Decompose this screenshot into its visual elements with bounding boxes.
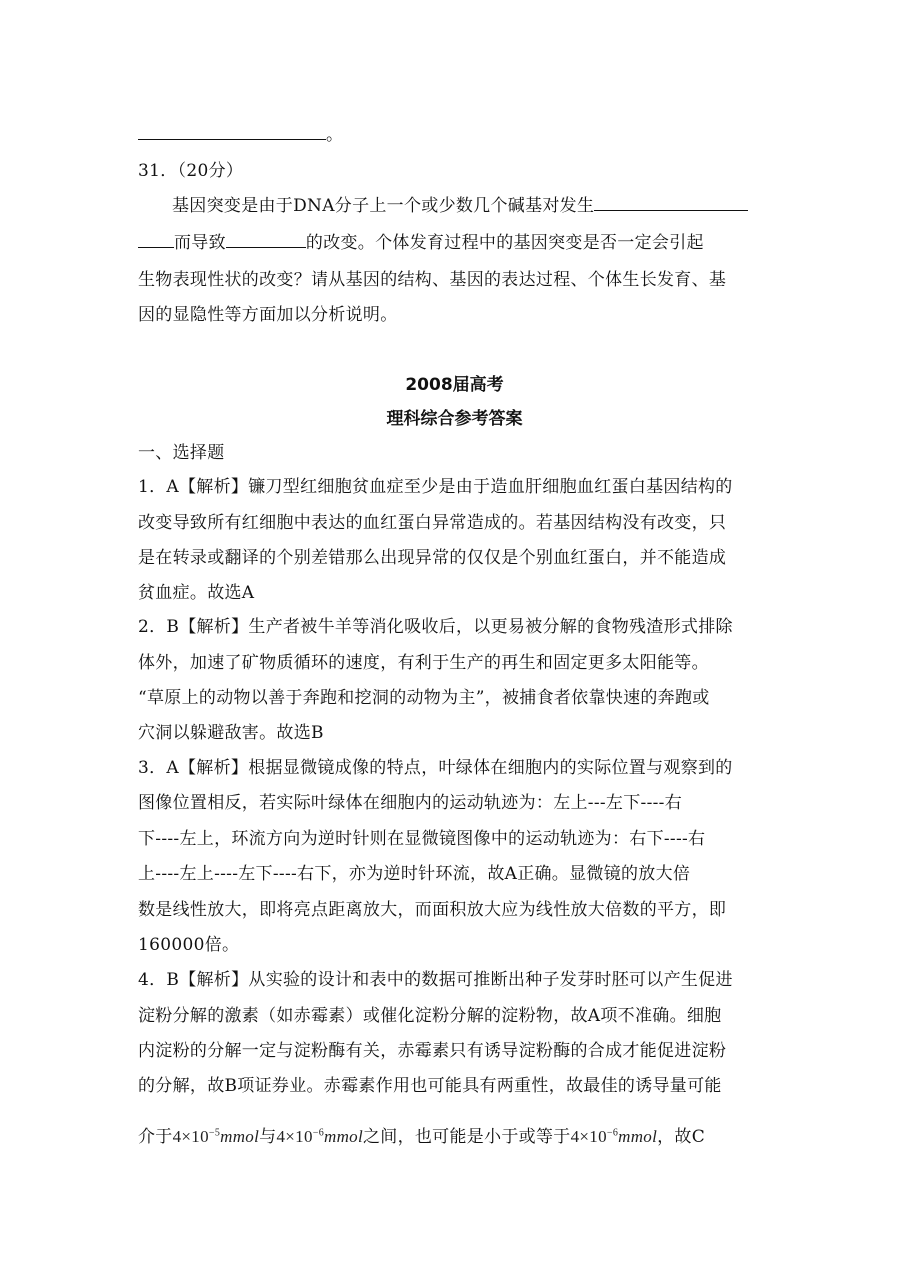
q31-line-3: 生物表现性状的改变？请从基因的结构、基因的表达过程、个体生长发育、基 xyxy=(138,270,727,290)
q31-line-2 xyxy=(138,228,704,253)
answer-4-line-3: 内淀粉的分解一定与淀粉酶有关，赤霉素只有诱导淀粉酶的合成才能促进淀粉 xyxy=(138,1041,727,1061)
math-base: 4×10 xyxy=(570,1127,607,1146)
answer-1-line-3: 是在转录或翻译的个别差错那么出现异常的仅仅是个别血红蛋白，并不能造成 xyxy=(138,548,727,568)
math-exponent: −5 xyxy=(208,1127,221,1139)
q30-end-mark: 。 xyxy=(326,125,344,145)
answer-2-line-4: 穴洞以躲避敌害。故选B xyxy=(138,723,324,743)
text-segment: ，故C xyxy=(657,1127,706,1147)
math-exponent: −6 xyxy=(606,1127,619,1139)
answers-title-main: 理科综合参考答案 xyxy=(386,409,523,429)
q30-answer-line xyxy=(138,120,343,145)
answer-blank xyxy=(226,246,306,248)
q31-heading: 31．（20分） xyxy=(138,161,244,181)
math-unit: mmol xyxy=(618,1127,658,1146)
answer-4-line-1: 4．B【解析】从实验的设计和表中的数据可推断出种子发芽时胚可以产生促进 xyxy=(138,970,733,990)
math-base: 4×10 xyxy=(276,1127,313,1146)
answer-1-line-2: 改变导致所有红细胞中表达的血红蛋白异常造成的。若基因结构没有改变，只 xyxy=(138,513,727,533)
answers-title-year: 2008届高考 xyxy=(405,375,504,395)
answer-blank xyxy=(138,138,326,140)
text-segment: 介于 xyxy=(138,1127,173,1147)
answer-1-line-4: 贫血症。故选A xyxy=(138,583,255,603)
answer-2-line-1: 2．B【解析】生产者被牛羊等消化吸收后，以更易被分解的食物残渣形式排除 xyxy=(138,617,733,637)
answer-3-line-2: 图像位置相反，若实际叶绿体在细胞内的运动轨迹为：左上---左下----右 xyxy=(138,793,683,813)
answer-4-line-4: 的分解，故B项证券业。赤霉素作用也可能具有两重性，故最佳的诱导量可能 xyxy=(138,1076,722,1096)
q31-text-1: 基因突变是由于DNA分子上一个或少数几个碱基对发生 xyxy=(172,196,595,216)
answer-blank xyxy=(138,246,174,248)
q31-line-1 xyxy=(172,191,748,216)
math-unit: mmol xyxy=(220,1127,260,1146)
math-base: 4×10 xyxy=(172,1127,209,1146)
answer-4-line-5 xyxy=(138,1122,705,1147)
answer-4-line-2: 淀粉分解的激素（如赤霉素）或催化淀粉分解的淀粉物，故A项不准确。细胞 xyxy=(138,1006,722,1026)
math-unit: mmol xyxy=(324,1127,363,1146)
answer-2-line-3: “草原上的动物以善于奔跑和挖洞的动物为主”，被捕食者依靠快速的奔跑或 xyxy=(138,688,710,708)
q31-text-2b: 的改变。个体发育过程中的基因突变是否一定会引起 xyxy=(305,233,704,253)
answer-3-line-4: 上----左上----左下----右下，亦为逆时针环流，故A正确。显微镜的放大倍 xyxy=(138,864,691,884)
answer-blank xyxy=(594,209,748,211)
answer-3-line-6: 160000倍。 xyxy=(138,935,240,955)
answer-3-line-1: 3．A【解析】根据显微镜成像的特点，叶绿体在细胞内的实际位置与观察到的 xyxy=(138,758,733,778)
answer-3-line-5: 数是线性放大，即将亮点距离放大，而面积放大应为线性放大倍数的平方，即 xyxy=(138,900,727,920)
q31-text-2a: 而导致 xyxy=(174,233,226,253)
math-exponent: −6 xyxy=(312,1127,324,1139)
section-heading: 一、选择题 xyxy=(138,443,225,463)
text-segment: 之间，也可能是小于或等于 xyxy=(362,1127,571,1147)
math-expression xyxy=(173,1127,260,1146)
answer-3-line-3: 下----左上，环流方向为逆时针则在显微镜图像中的运动轨迹为：右下----右 xyxy=(138,829,706,849)
q31-line-4: 因的显隐性等方面加以分析说明。 xyxy=(138,305,398,325)
text-segment: 与 xyxy=(259,1127,277,1147)
math-expression xyxy=(276,1127,363,1146)
answer-1-line-1: 1．A【解析】镰刀型红细胞贫血症至少是由于造血肝细胞血红蛋白基因结构的 xyxy=(138,477,733,497)
math-expression xyxy=(571,1127,658,1146)
answer-2-line-2: 体外，加速了矿物质循环的速度，有利于生产的再生和固定更多太阳能等。 xyxy=(138,653,709,673)
